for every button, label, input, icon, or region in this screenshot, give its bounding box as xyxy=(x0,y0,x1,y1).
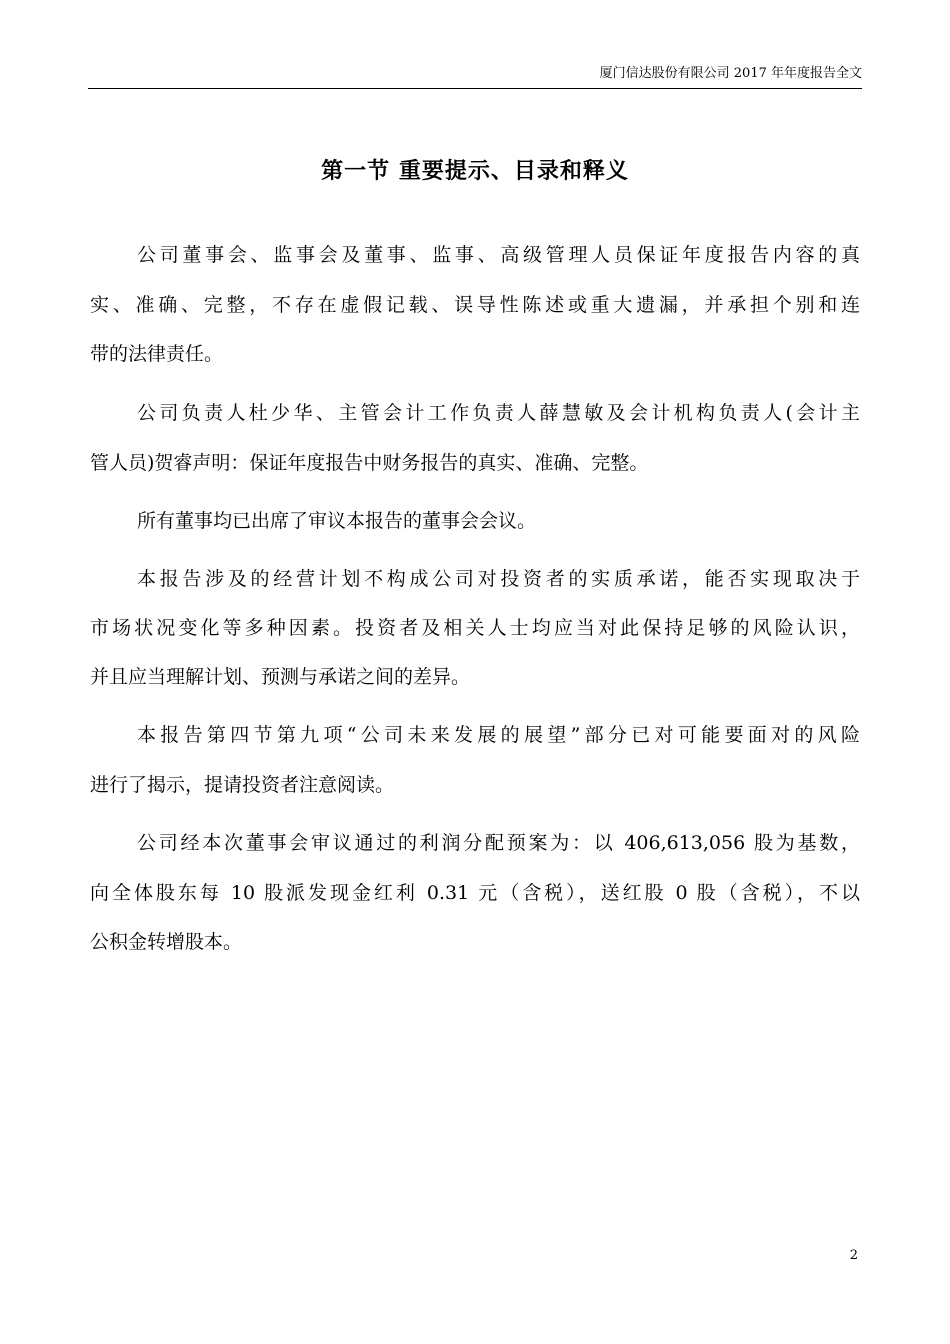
paragraph-line: 带的法律责任。 xyxy=(90,343,224,365)
paragraph-line: 管人员)贺睿声明：保证年度报告中财务报告的真实、准确、完整。 xyxy=(90,452,649,474)
paragraph-line: 公司负责人杜少华、主管会计工作负责人薛慧敏及会计机构负责人(会计主 xyxy=(137,402,860,424)
paragraph-line: 进行了揭示，提请投资者注意阅读。 xyxy=(90,774,395,796)
paragraph-line: 向全体股东每 10 股派发现金红利 0.31 元（含税），送红股 0 股（含税），不以 xyxy=(90,882,860,904)
paragraph-line: 本报告第四节第九项“公司未来发展的展望”部分已对可能要面对的风险 xyxy=(137,724,860,746)
header-divider xyxy=(88,88,862,89)
paragraph-line: 本报告涉及的经营计划不构成公司对投资者的实质承诺，能否实现取决于 xyxy=(137,568,860,590)
paragraph-line: 公积金转增股本。 xyxy=(90,931,243,953)
report-header-title: 厦门信达股份有限公司 2017 年年度报告全文 xyxy=(599,66,862,81)
page-number: 2 xyxy=(849,1248,858,1263)
paragraph-line: 实、准确、完整，不存在虚假记载、误导性陈述或重大遗漏，并承担个别和连 xyxy=(90,294,860,316)
paragraph-line: 公司经本次董事会审议通过的利润分配预案为：以 406,613,056 股为基数， xyxy=(137,832,860,854)
paragraph-line: 公司董事会、监事会及董事、监事、高级管理人员保证年度报告内容的真 xyxy=(137,244,860,266)
paragraph-line: 并且应当理解计划、预测与承诺之间的差异。 xyxy=(90,666,471,688)
section-title: 第一节 重要提示、目录和释义 xyxy=(321,158,629,184)
paragraph-line: 所有董事均已出席了审议本报告的董事会会议。 xyxy=(137,510,537,532)
paragraph-line: 市场状况变化等多种因素。投资者及相关人士均应当对此保持足够的风险认识， xyxy=(90,617,860,639)
